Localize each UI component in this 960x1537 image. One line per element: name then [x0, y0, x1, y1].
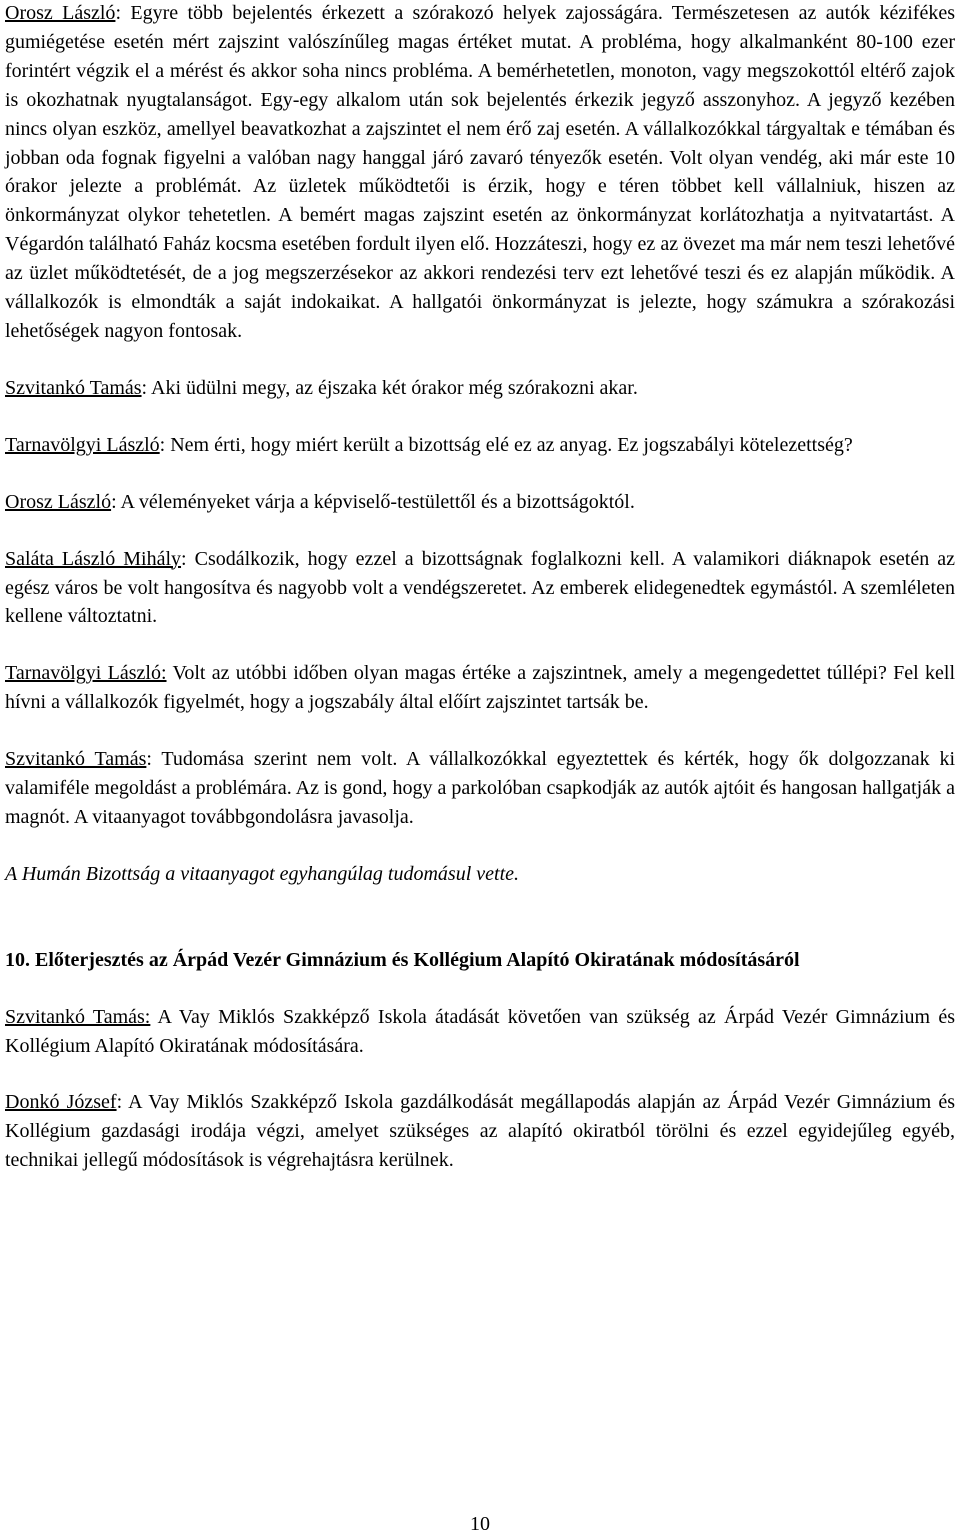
paragraph-text: Tudomása szerint nem volt. A vállalkozókkal egyeztettek és kérték, hogy ők dolgozzanak ki valamiféle megoldást a problémára. Az is gond, hogy a parkolóban csapkodják az autók ajtóit és hangosan hallgatják a magnót. A vitaanyagot továbbgondolásra javasolja.	[5, 748, 955, 828]
minutes-paragraph	[5, 0, 955, 346]
speaker-separator: :	[146, 748, 152, 771]
minutes-paragraph	[5, 374, 955, 403]
paragraph-text: A Vay Miklós Szakképző Iskola átadását követően van szükség az Árpád Vezér Gimnázium és Kollégium Alapító Okiratának módosítására.	[5, 1005, 955, 1057]
speaker-separator: :	[111, 490, 117, 513]
speaker-separator: :	[181, 547, 187, 570]
speaker-name: Szvitankó Tamás	[5, 376, 142, 399]
speaker-name: Tarnavölgyi László	[5, 433, 160, 456]
minutes-paragraph	[5, 1003, 955, 1061]
paragraph-text: Csodálkozik, hogy ezzel a bizottságnak foglalkozni kell. A valamikori diáknapok esetén az egész város be volt hangosítva és nagyobb volt a vendégszeretet. Az emberek elidegenedtek egymástól. A szemléleten kellene változtatni.	[5, 547, 955, 628]
minutes-paragraph	[5, 545, 955, 632]
speaker-name: Orosz László	[5, 2, 116, 24]
minutes-paragraph	[5, 488, 955, 517]
paragraph-text: A véleményeket várja a képviselő-testülettől és a bizottságoktól.	[116, 490, 635, 513]
paragraph-text: Volt az utóbbi időben olyan magas értéke a zajszintnek, amely a megengedettet túllépi? Fel kell hívni a vállalkozók figyelmét, hogy a jogszabály által előírt zajszintet tartsák be.	[5, 662, 955, 714]
speaker-name: Donkó József	[5, 1091, 117, 1114]
document-body	[5, 0, 955, 1175]
page-number: 10	[470, 1513, 490, 1535]
speaker-name: Szvitankó Tamás:	[5, 1005, 151, 1028]
minutes-paragraph	[5, 1088, 955, 1175]
speaker-name: Orosz László	[5, 490, 112, 513]
speaker-separator: :	[116, 1091, 123, 1114]
speaker-separator: :	[115, 2, 121, 24]
minutes-paragraph	[5, 431, 955, 460]
paragraph-text: Egyre több bejelentés érkezett a szórakozó helyek zajosságára. Természetesen az autók kézifékes gumiégetése esetén mért zajszint valószínűleg magas értéket mutat. A probléma, hogy alkalmanként 80-100 ezer forintért végzik el a mérést és akkor soha nincs probléma. A bemérhetetlen, monoton, vagy megszokottól eltérő zajok is okozhatnak nyugtalanságot. Egy-egy alkalom után sok bejelentés érkezik jegyző asszonyhoz. A jegyző kezében nincs olyan eszköz, amellyel beavatkozhat a zajszintet el nem érő zaj esetén. A vállalkozókkal tárgyaltak e témában és jobban oda fognak figyelni a valóban nagy hanggal járó zavaró tényezők esetén. Volt olyan vendég, aki már este 10 órakor jelezte a problémát. Az üzletek működtetői is érzik, hogy e téren többet kell vállalniuk, hiszen az önkormányzat olykor tehetetlen. A bemért magas zajszint esetén az önkormányzat korlátozhatja a nyitvatartást. A Végardón található Faház kocsma esetében fordult ilyen elő. Hozzáteszi, hogy ez az övezet ma már nem teszi lehetővé az üzlet működtetését, de a jog megszerzésekor az akkori rendezési terv ezt lehetővé teszi és ez alapján működik. A vállalkozók is elmondták a saját indokaikat. A hallgatói önkormányzat is jelezte, hogy számukra a szórakozási lehetőségek nagyon fontosak.	[5, 2, 955, 342]
speaker-name: Saláta László Mihály	[5, 547, 182, 570]
paragraph-text: A Vay Miklós Szakképző Iskola gazdálkodását megállapodás alapján az Árpád Vezér Gimnázium és Kollégium gazdasági irodája végzi, amelyet szükséges az alapító okiratból törölni és ezzel egyidejűleg egyéb, technikai jellegű módosítások is végrehajtásra kerülnek.	[5, 1091, 955, 1172]
minutes-paragraph	[5, 659, 955, 717]
speaker-name: Tarnavölgyi László:	[5, 662, 167, 685]
resolution-text: A Humán Bizottság a vitaanyagot egyhangúlag tudomásul vette.	[5, 862, 520, 885]
paragraph-text: Nem érti, hogy miért került a bizottság elé ez az anyag. Ez jogszabályi kötelezettség?	[165, 433, 853, 456]
minutes-paragraph	[5, 745, 955, 832]
agenda-item-heading: 10. Előterjesztés az Árpád Vezér Gimnázium és Kollégium Alapító Okiratának módosításáról	[5, 948, 800, 971]
speaker-separator: :	[141, 376, 148, 399]
speaker-separator: :	[159, 433, 166, 456]
paragraph-text: Aki üdülni megy, az éjszaka két órakor még szórakozni akar.	[147, 376, 638, 399]
speaker-name: Szvitankó Tamás	[5, 748, 147, 771]
